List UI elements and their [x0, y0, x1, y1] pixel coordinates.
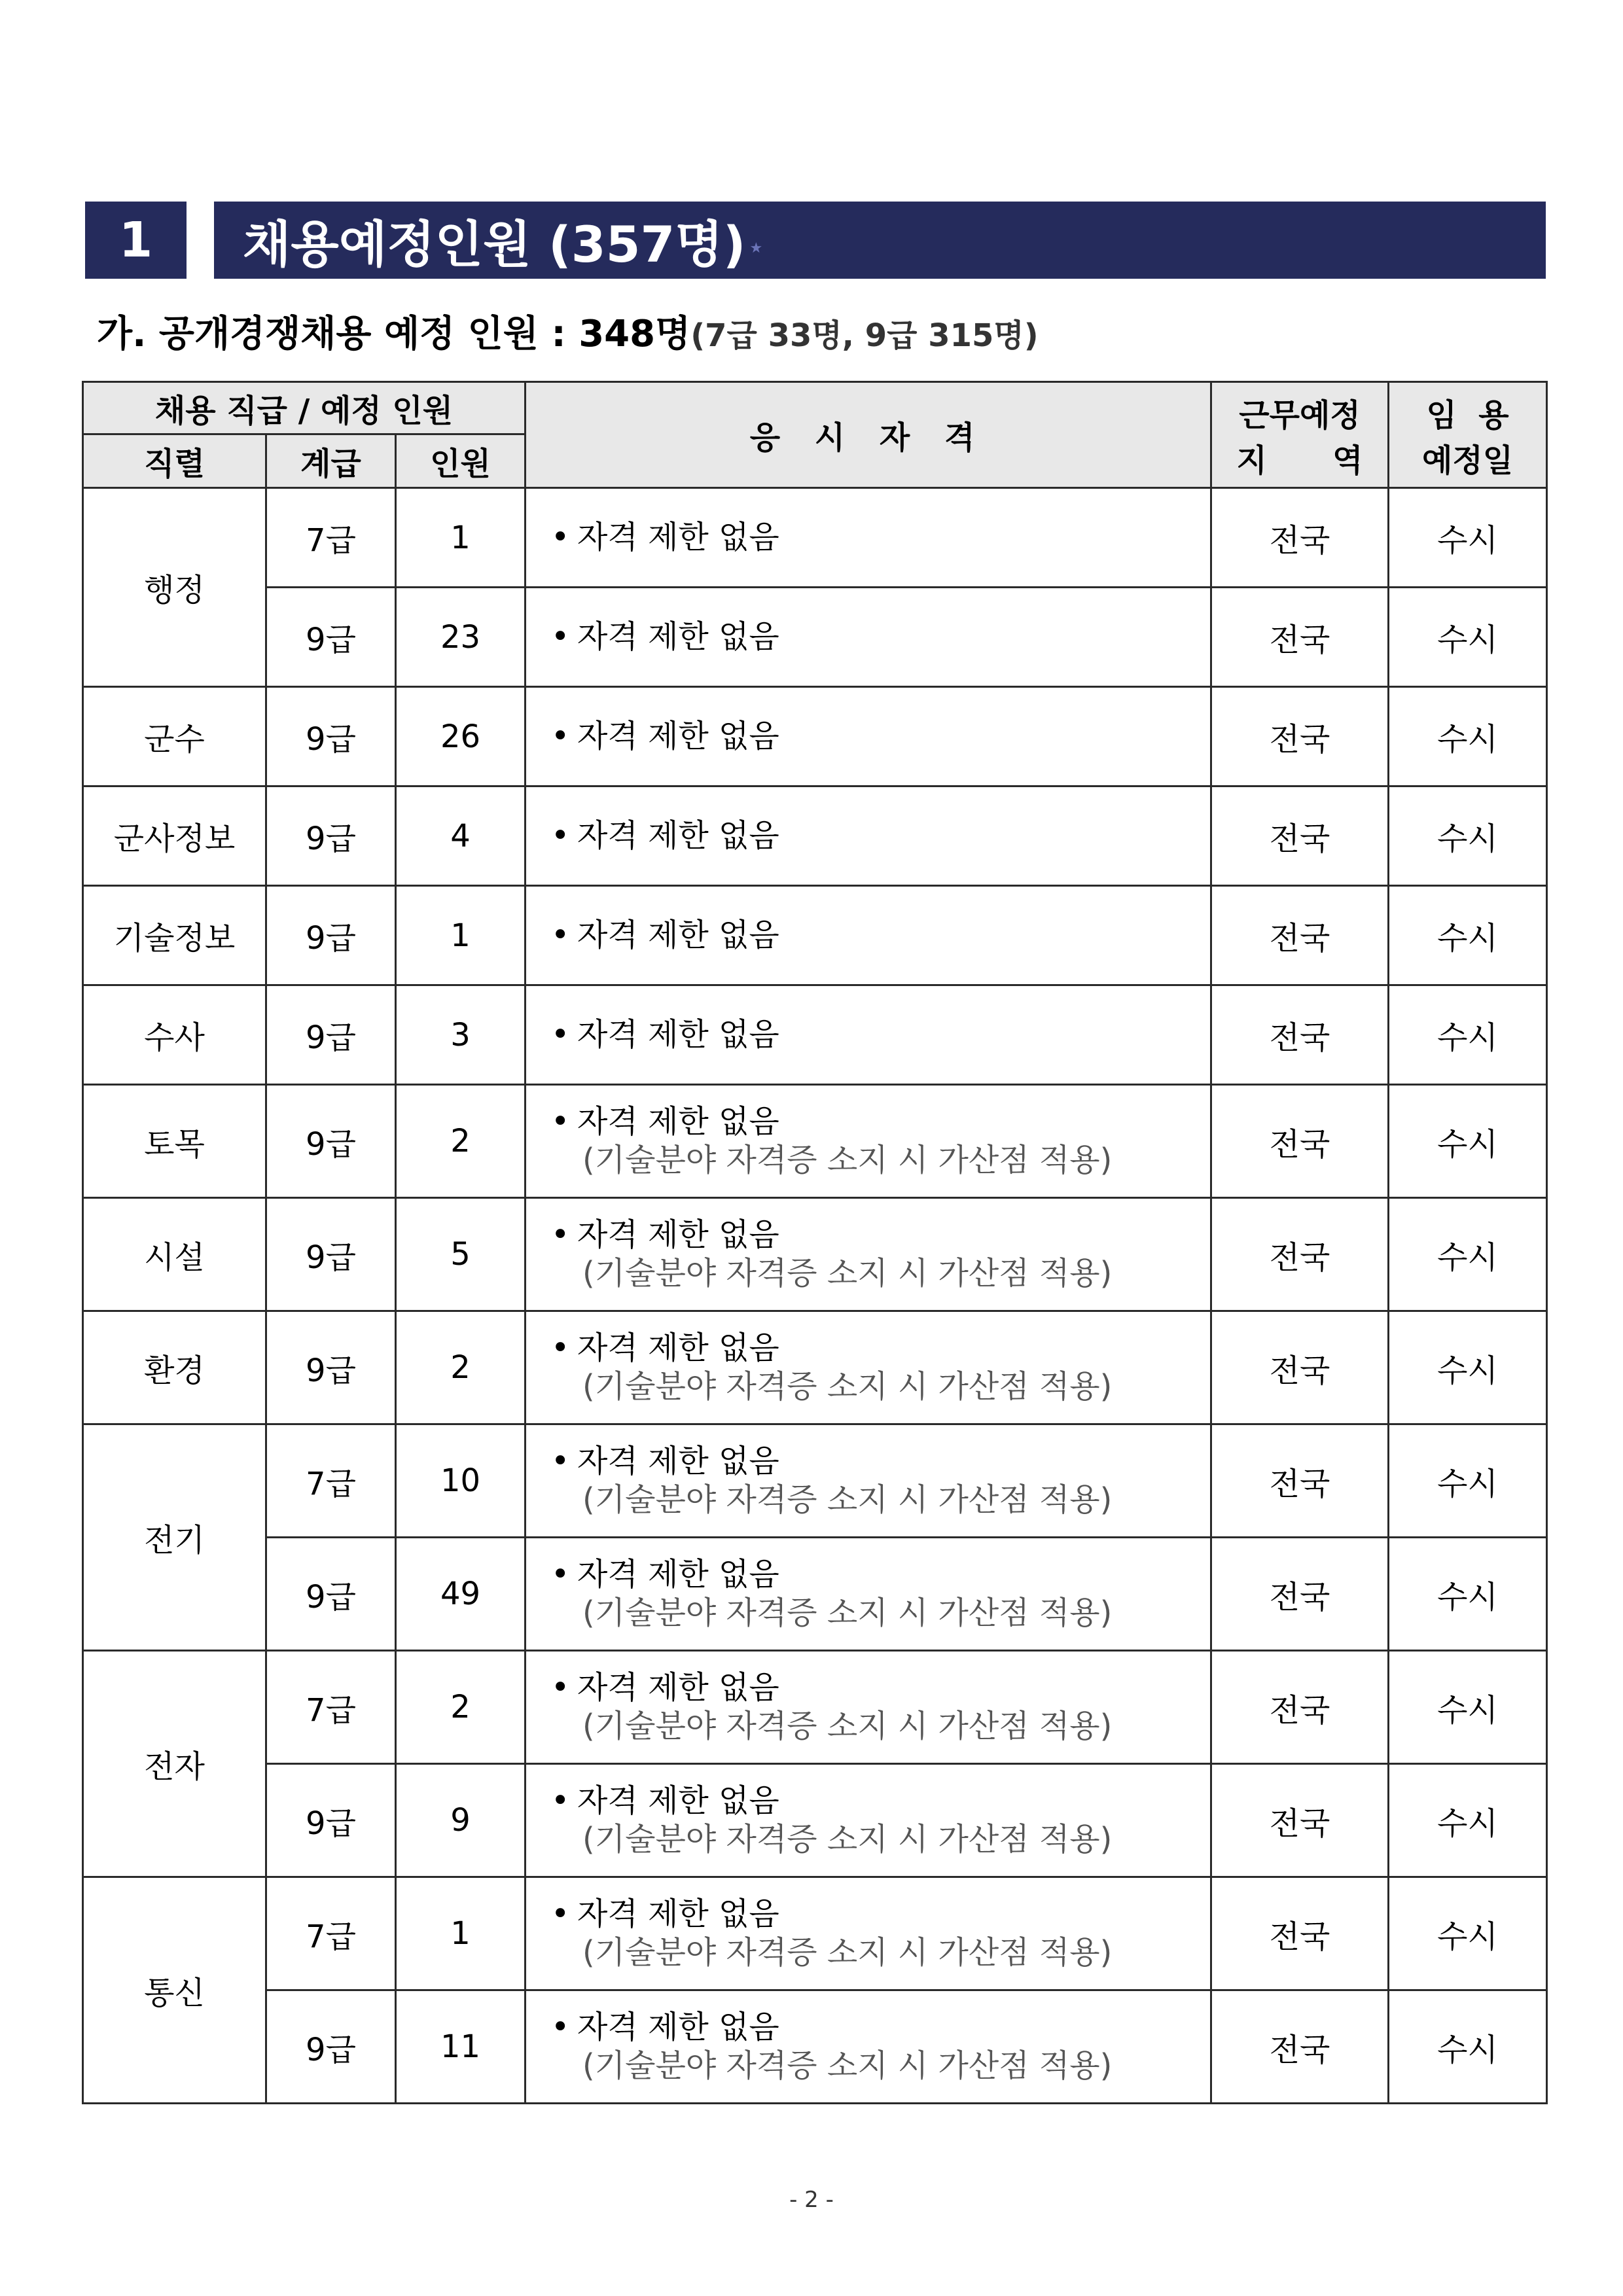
header-date-line1: 임 용	[1426, 397, 1509, 434]
qualification-text: 자격 제한 없음	[577, 1896, 779, 1933]
position-cell: 수사	[83, 985, 266, 1085]
bullet-icon: •	[551, 1016, 570, 1053]
qualification-text: 자격 제한 없음	[577, 1016, 779, 1053]
count-cell: 3	[396, 985, 526, 1085]
bullet-icon: •	[551, 1896, 570, 1933]
qualification-text: 자격 제한 없음	[577, 1103, 779, 1140]
qualification-cell	[526, 1764, 1211, 1877]
count-cell: 1	[396, 488, 526, 588]
qualification-cell	[526, 1085, 1211, 1198]
region-cell: 전국	[1211, 1877, 1389, 1990]
position-cell: 시설	[83, 1198, 266, 1311]
table-row	[83, 1877, 1547, 1990]
qualification-note: (기술분야 자격증 소지 시 가산점 적용)	[582, 1368, 1113, 1405]
table-row	[83, 1424, 1547, 1538]
count-cell: 1	[396, 1877, 526, 1990]
section-title-bar	[214, 202, 1546, 279]
table-row	[83, 786, 1547, 886]
header-region-line2: 지 역	[1236, 442, 1363, 479]
count-cell: 11	[396, 1990, 526, 2104]
bullet-icon: •	[551, 1556, 570, 1593]
count-cell: 26	[396, 687, 526, 786]
grade-cell: 9급	[266, 588, 396, 687]
date-cell: 수시	[1389, 1085, 1547, 1198]
count-cell: 23	[396, 588, 526, 687]
qualification-text: 자격 제한 없음	[577, 618, 779, 656]
date-cell: 수시	[1389, 886, 1547, 985]
date-cell: 수시	[1389, 1990, 1547, 2104]
qualification-cell	[526, 488, 1211, 588]
date-cell: 수시	[1389, 687, 1547, 786]
region-cell: 전국	[1211, 1198, 1389, 1311]
bullet-icon: •	[551, 1330, 570, 1367]
grade-cell: 7급	[266, 1651, 396, 1764]
section-title: 채용예정인원 (357명)	[243, 215, 746, 274]
date-cell: 수시	[1389, 488, 1547, 588]
qualification-text: 자격 제한 없음	[577, 1443, 779, 1480]
position-cell: 전기	[83, 1424, 266, 1651]
qualification-note: (기술분야 자격증 소지 시 가산점 적용)	[582, 1142, 1113, 1178]
region-cell: 전국	[1211, 1764, 1389, 1877]
position-cell: 환경	[83, 1311, 266, 1424]
grade-cell: 9급	[266, 687, 396, 786]
qualification-text: 자격 제한 없음	[577, 1330, 779, 1367]
bullet-icon: •	[551, 1782, 570, 1820]
region-cell: 전국	[1211, 1311, 1389, 1424]
qualification-text: 자격 제한 없음	[577, 1669, 779, 1706]
table-row	[83, 1764, 1547, 1877]
qualification-note: (기술분야 자격증 소지 시 가산점 적용)	[582, 1708, 1113, 1744]
table-row	[83, 1198, 1547, 1311]
date-cell: 수시	[1389, 1764, 1547, 1877]
count-cell: 49	[396, 1538, 526, 1651]
region-cell: 전국	[1211, 1990, 1389, 2104]
count-cell: 1	[396, 886, 526, 985]
bullet-icon: •	[551, 817, 570, 855]
table-row	[83, 1651, 1547, 1764]
table-row	[83, 1990, 1547, 2104]
date-cell: 수시	[1389, 1877, 1547, 1990]
grade-cell: 9급	[266, 1764, 396, 1877]
region-cell: 전국	[1211, 687, 1389, 786]
header-qualification: 응 시 자 격	[526, 382, 1211, 488]
date-cell: 수시	[1389, 1198, 1547, 1311]
bullet-icon: •	[551, 917, 570, 954]
qualification-cell	[526, 1311, 1211, 1424]
bullet-icon: •	[551, 618, 570, 656]
table-row	[83, 1311, 1547, 1424]
date-cell: 수시	[1389, 786, 1547, 886]
header-region-line1: 근무예정	[1239, 397, 1361, 434]
region-cell: 전국	[1211, 1651, 1389, 1764]
page-number: - 2 -	[789, 2187, 834, 2213]
grade-cell: 9급	[266, 1538, 396, 1651]
region-cell: 전국	[1211, 588, 1389, 687]
bullet-icon: •	[551, 1669, 570, 1706]
qualification-cell	[526, 985, 1211, 1085]
region-cell: 전국	[1211, 886, 1389, 985]
qualification-text: 자격 제한 없음	[577, 2009, 779, 2046]
subheading-detail: (7급 33명, 9급 315명)	[690, 317, 1039, 354]
date-cell: 수시	[1389, 1538, 1547, 1651]
header-region	[1211, 382, 1389, 488]
table-row	[83, 488, 1547, 588]
date-cell: 수시	[1389, 1424, 1547, 1538]
qualification-note: (기술분야 자격증 소지 시 가산점 적용)	[582, 1934, 1113, 1971]
qualification-text: 자격 제한 없음	[577, 1782, 779, 1820]
region-cell: 전국	[1211, 786, 1389, 886]
qualification-cell	[526, 786, 1211, 886]
position-cell: 군수	[83, 687, 266, 786]
table-row	[83, 687, 1547, 786]
qualification-cell	[526, 886, 1211, 985]
grade-cell: 7급	[266, 1424, 396, 1538]
bullet-icon: •	[551, 1443, 570, 1480]
region-cell: 전국	[1211, 488, 1389, 588]
position-cell: 군사정보	[83, 786, 266, 886]
qualification-cell	[526, 1538, 1211, 1651]
count-cell: 5	[396, 1198, 526, 1311]
region-cell: 전국	[1211, 1424, 1389, 1538]
qualification-text: 자격 제한 없음	[577, 1216, 779, 1254]
table-row	[83, 588, 1547, 687]
qualification-note: (기술분야 자격증 소지 시 가산점 적용)	[582, 1481, 1113, 1518]
position-cell: 기술정보	[83, 886, 266, 985]
qualification-note: (기술분야 자격증 소지 시 가산점 적용)	[582, 1255, 1113, 1292]
grade-cell: 9급	[266, 1085, 396, 1198]
qualification-cell	[526, 1424, 1211, 1538]
bullet-icon: •	[551, 1103, 570, 1140]
subheading-main: 가. 공개경쟁채용 예정 인원 : 348명	[97, 313, 691, 355]
bullet-icon: •	[551, 519, 570, 556]
count-cell: 9	[396, 1764, 526, 1877]
qualification-cell	[526, 1877, 1211, 1990]
date-cell: 수시	[1389, 1651, 1547, 1764]
position-cell: 토목	[83, 1085, 266, 1198]
qualification-note: (기술분야 자격증 소지 시 가산점 적용)	[582, 1821, 1113, 1858]
bullet-icon: •	[551, 1216, 570, 1254]
qualification-text: 자격 제한 없음	[577, 519, 779, 556]
qualification-cell	[526, 687, 1211, 786]
grade-cell: 9급	[266, 1990, 396, 2104]
count-cell: 4	[396, 786, 526, 886]
table-row	[83, 985, 1547, 1085]
header-date	[1389, 382, 1547, 488]
table-row	[83, 1538, 1547, 1651]
qualification-cell	[526, 1990, 1211, 2104]
qualification-text: 자격 제한 없음	[577, 817, 779, 855]
position-cell: 통신	[83, 1877, 266, 2104]
count-cell: 2	[396, 1311, 526, 1424]
grade-cell: 9급	[266, 886, 396, 985]
qualification-note: (기술분야 자격증 소지 시 가산점 적용)	[582, 1595, 1113, 1631]
region-cell: 전국	[1211, 1538, 1389, 1651]
grade-cell: 9급	[266, 1311, 396, 1424]
count-cell: 2	[396, 1085, 526, 1198]
header-count: 인원	[396, 434, 526, 488]
position-cell: 전자	[83, 1651, 266, 1877]
qualification-note: (기술분야 자격증 소지 시 가산점 적용)	[582, 2047, 1113, 2084]
subheading	[97, 305, 1039, 357]
qualification-cell	[526, 1198, 1211, 1311]
date-cell: 수시	[1389, 985, 1547, 1085]
header-group: 채용 직급 / 예정 인원	[83, 382, 526, 434]
qualification-text: 자격 제한 없음	[577, 1556, 779, 1593]
header-grade: 계급	[266, 434, 396, 488]
qualification-text: 자격 제한 없음	[577, 917, 779, 954]
region-cell: 전국	[1211, 985, 1389, 1085]
header-position: 직렬	[83, 434, 266, 488]
section-number: 1	[85, 202, 187, 279]
grade-cell: 7급	[266, 488, 396, 588]
date-cell: 수시	[1389, 588, 1547, 687]
grade-cell: 9급	[266, 985, 396, 1085]
count-cell: 10	[396, 1424, 526, 1538]
region-cell: 전국	[1211, 1085, 1389, 1198]
star-icon: ★	[749, 239, 763, 256]
qualification-cell	[526, 588, 1211, 687]
grade-cell: 7급	[266, 1877, 396, 1990]
header-date-line2: 예정일	[1421, 442, 1514, 479]
qualification-text: 자격 제한 없음	[577, 718, 779, 755]
bullet-icon: •	[551, 2009, 570, 2046]
table-row	[83, 1085, 1547, 1198]
bullet-icon: •	[551, 718, 570, 755]
grade-cell: 9급	[266, 786, 396, 886]
table-row	[83, 886, 1547, 985]
position-cell: 행정	[83, 488, 266, 687]
qualification-cell	[526, 1651, 1211, 1764]
recruitment-table	[82, 381, 1548, 2104]
date-cell: 수시	[1389, 1311, 1547, 1424]
count-cell: 2	[396, 1651, 526, 1764]
grade-cell: 9급	[266, 1198, 396, 1311]
